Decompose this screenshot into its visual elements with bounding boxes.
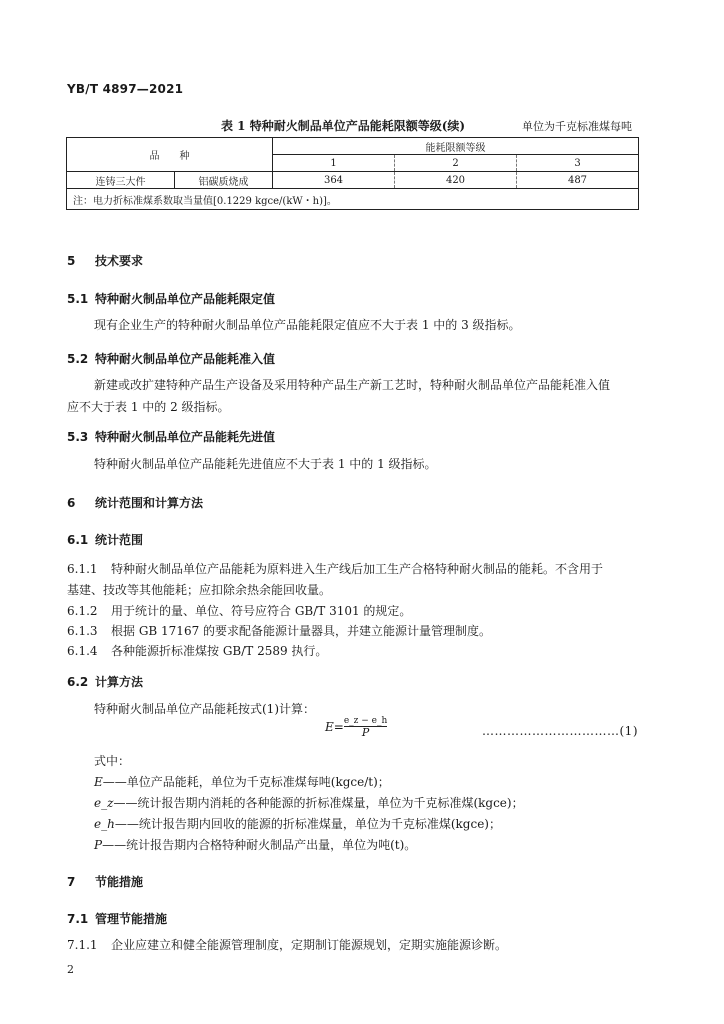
- where-item-E: E——单位产品能耗，单位为千克标准煤每吨(kgce/t)；: [94, 775, 390, 789]
- heading-7: 7 节能措施: [67, 875, 144, 889]
- where-item-P: P——统计报告期内合格特种耐火制品产出量，单位为吨(t)。: [94, 838, 417, 852]
- para-6-1-4: 6.1.4 各种能源折标准煤按 GB/T 2589 执行。: [67, 644, 328, 658]
- row-value: 364: [273, 172, 395, 189]
- heading-6-1: 6.1 统计范围: [67, 533, 144, 547]
- para-6-1-3: 6.1.3 根据 GB 17167 的要求配备能源计量器具，并建立能源计量管理制度。: [67, 624, 492, 638]
- col-header-level-group: 能耗限额等级: [273, 138, 639, 155]
- para-5-3: 特种耐火制品单位产品能耗先进值应不大于表 1 中的 1 级指标。: [94, 457, 437, 471]
- para-6-1-2: 6.1.2 用于统计的量、单位、符号应符合 GB/T 3101 的规定。: [67, 604, 412, 618]
- heading-5: 5 技术要求: [67, 254, 144, 268]
- row-value: 487: [517, 172, 639, 189]
- heading-6: 6 统计范围和计算方法: [67, 496, 204, 510]
- where-item-eh: e_h——统计报告期内回收的能源的折标准煤量，单位为千克标准煤(kgce)；: [94, 817, 501, 831]
- formula-1: E= $\frac{e\_z - e\_h}{P}$: [325, 716, 388, 739]
- para-6-2-intro: 特种耐火制品单位产品能耗按式(1)计算：: [94, 702, 315, 716]
- table-caption: 表 1 特种耐火制品单位产品能耗限额等级(续): [221, 119, 466, 133]
- heading-5-2: 5.2 特种耐火制品单位产品能耗准入值: [67, 352, 276, 366]
- para-5-2-line2: 应不大于表 1 中的 2 级指标。: [67, 400, 230, 414]
- level-header: 3: [517, 155, 639, 172]
- heading-7-1: 7.1 管理节能措施: [67, 912, 168, 926]
- para-5-2-line1: 新建或改扩建特种产品生产设备及采用特种产品生产新工艺时，特种耐火制品单位产品能耗准入值: [94, 378, 611, 392]
- page-number: 2: [67, 963, 74, 976]
- where-title: 式中：: [94, 754, 131, 768]
- heading-5-3: 5.3 特种耐火制品单位产品能耗先进值: [67, 430, 276, 444]
- para-6-1-1-line2: 基建、技改等其他能耗；应扣除余热余能回收量。: [67, 583, 332, 597]
- where-item-ez: e_z——统计报告期内消耗的各种能源的折标准煤量，单位为千克标准煤(kgce)；: [94, 796, 524, 810]
- formula-number: ……………………………(1): [482, 724, 638, 738]
- level-header: 1: [273, 155, 395, 172]
- para-6-1-1-line1: 6.1.1 特种耐火制品单位产品能耗为原料进入生产线后加工生产合格特种耐火制品的能耗。不含用于: [67, 562, 604, 576]
- energy-limit-table: [66, 137, 639, 210]
- table-unit: 单位为千克标准煤每吨: [522, 120, 632, 133]
- table-row: [67, 172, 639, 189]
- heading-6-2: 6.2 计算方法: [67, 675, 144, 689]
- col-header-product: 品 种: [67, 138, 273, 172]
- para-5-1: 现有企业生产的特种耐火制品单位产品能耗限定值应不大于表 1 中的 3 级指标。: [94, 318, 521, 332]
- standard-number: YB/T 4897—2021: [67, 82, 184, 96]
- row-category: 连铸三大件: [67, 172, 175, 189]
- para-7-1-1: 7.1.1 企业应建立和健全能源管理制度，定期制订能源规划，定期实施能源诊断。: [67, 938, 508, 952]
- row-value: 420: [395, 172, 517, 189]
- heading-5-1: 5.1 特种耐火制品单位产品能耗限定值: [67, 292, 276, 306]
- table-note: 注：电力折标准煤系数取当量值[0.1229 kgce/(kW・h)]。: [67, 189, 639, 210]
- row-subcategory: 铝碳质烧成: [175, 172, 273, 189]
- level-header: 2: [395, 155, 517, 172]
